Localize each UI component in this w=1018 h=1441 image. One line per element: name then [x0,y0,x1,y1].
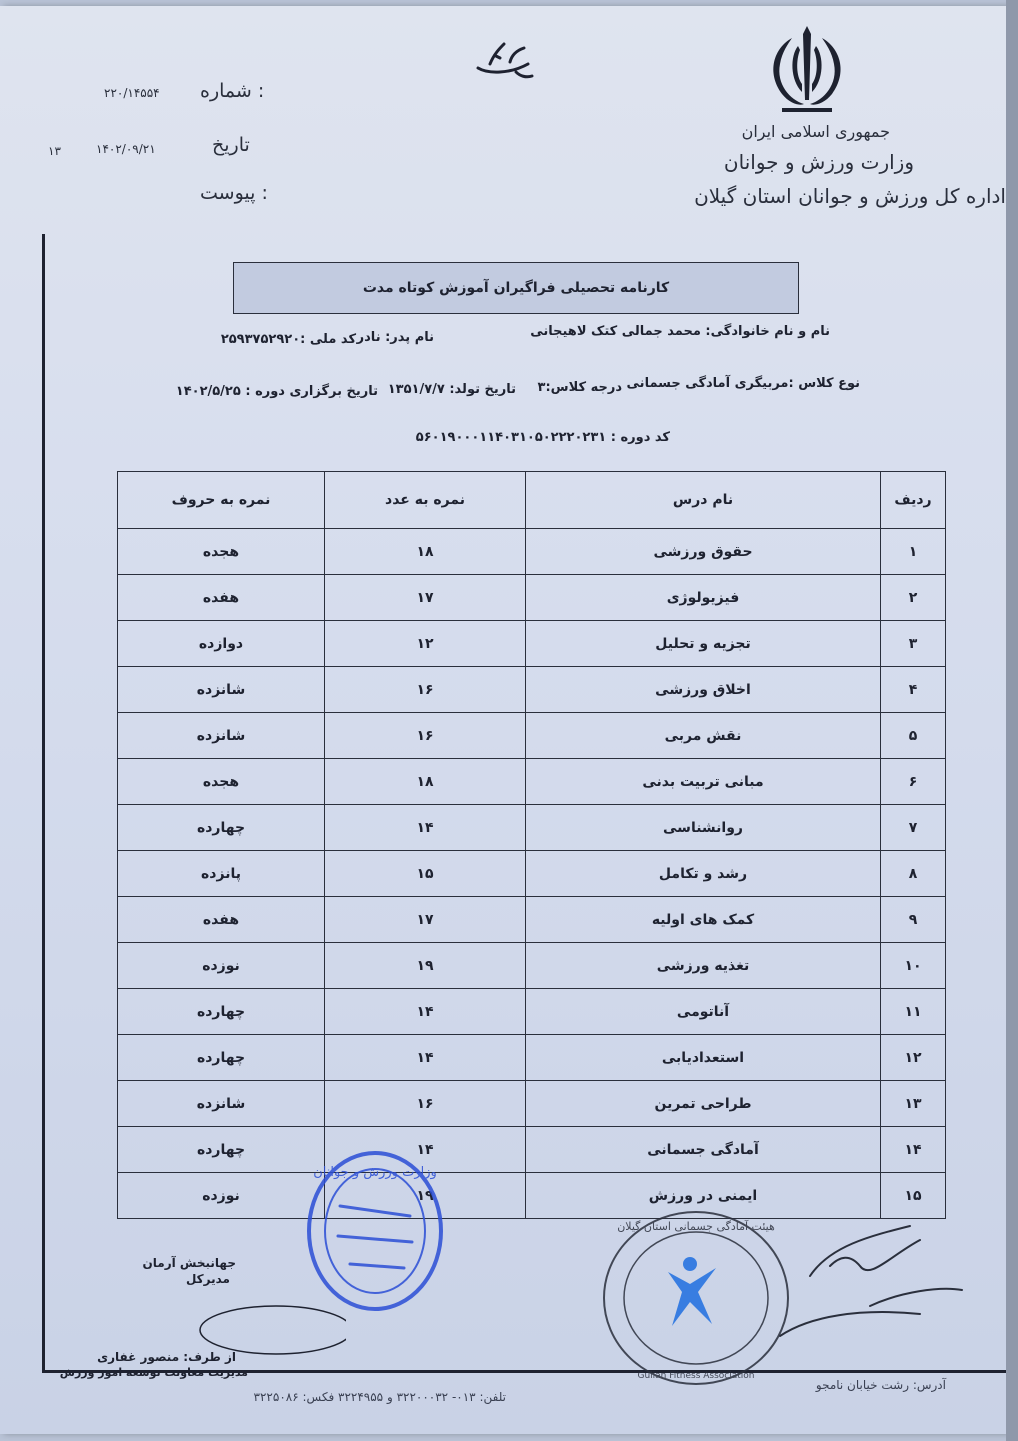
score-words-cell: شانزده [118,713,325,759]
iran-emblem-icon [752,20,862,120]
score-words-cell: شانزده [118,1081,325,1127]
date-label: تاریخ [212,134,250,156]
row-number-cell: ۵ [881,713,946,759]
date-value: ۱۴۰۲/۰۹/۲۱ [96,142,156,156]
score-digits-cell: ۱۷ [325,897,526,943]
table-row [118,1035,946,1081]
association-stamp-text: هیئت آمادگی جسمانی استان گیلان [617,1220,775,1233]
score-words-cell: چهارده [118,805,325,851]
association-stamp [598,1206,798,1396]
score-digits-cell: ۱۸ [325,759,526,805]
header-course-name: نام درس [526,472,881,529]
student-name: نام و نام خانوادگی: محمد جمالی کتک لاهیجانی [530,324,830,339]
row-number-cell: ۱۴ [881,1127,946,1173]
table-row [118,759,946,805]
course-name-cell: رشد و تکامل [526,851,881,897]
score-words-cell: نوزده [118,943,325,989]
director-name: جهانبخش آرمان [142,1256,236,1270]
footer-address: آدرس: رشت خیابان نامجو [815,1378,946,1392]
table-row [118,1127,946,1173]
course-name-cell: کمک های اولیه [526,897,881,943]
grades-table [117,471,946,1219]
score-words-cell: چهارده [118,1035,325,1081]
score-digits-cell: ۱۴ [325,1035,526,1081]
course-name-cell: روانشناسی [526,805,881,851]
header-country: جمهوری اسلامی ایران [741,122,890,141]
national-id: کد ملی :۲۵۹۳۷۵۲۹۲۰ [220,332,356,347]
header-row-number: ردیف [881,472,946,529]
handwritten-signature [770,1196,970,1356]
course-name-cell: استعدادیابی [526,1035,881,1081]
table-row [118,989,946,1035]
score-words-cell: هجده [118,529,325,575]
score-digits-cell: ۱۷ [325,575,526,621]
table-row [118,713,946,759]
score-words-cell: دوازده [118,621,325,667]
score-words-cell: شانزده [118,667,325,713]
score-words-cell: چهارده [118,989,325,1035]
course-code: کد دوره : ۵۶۰۱۹۰۰۰۱۱۴۰۳۱۰۵۰۲۲۲۰۲۳۱ [415,430,670,445]
score-digits-cell: ۱۹ [325,943,526,989]
row-number-cell: ۱۱ [881,989,946,1035]
score-digits-cell: ۱۲ [325,621,526,667]
course-name-cell: فیزیولوژی [526,575,881,621]
table-row [118,667,946,713]
row-number-cell: ۸ [881,851,946,897]
row-number-cell: ۷ [881,805,946,851]
score-digits-cell: ۱۶ [325,667,526,713]
attachment-label: پیوست : [200,182,268,204]
score-words-cell: هجده [118,759,325,805]
header-score-words: نمره به حروف [118,472,325,529]
row-number-cell: ۱۵ [881,1173,946,1219]
score-words-cell: نوزده [118,1173,325,1219]
row-number-cell: ۱۲ [881,1035,946,1081]
score-words-cell: پانزده [118,851,325,897]
header-ministry: وزارت ورزش و جوانان [723,150,914,174]
score-digits-cell: ۱۴ [325,1127,526,1173]
score-words-cell: هفده [118,897,325,943]
date-suffix: ۱۳ [48,144,61,158]
row-number-cell: ۹ [881,897,946,943]
score-words-cell: هفده [118,575,325,621]
score-digits-cell: ۱۶ [325,1081,526,1127]
table-row [118,575,946,621]
table-row [118,805,946,851]
left-margin-rule [42,234,45,1372]
score-words-cell: چهارده [118,1127,325,1173]
score-digits-cell: ۱۴ [325,989,526,1035]
association-stamp-text-en: Guilan Fitness Association [637,1371,755,1381]
row-number-cell: ۱ [881,529,946,575]
score-digits-cell: ۱۶ [325,713,526,759]
course-name-cell: طراحی تمرین [526,1081,881,1127]
course-name-cell: آمادگی جسمانی [526,1127,881,1173]
course-name-cell: ایمنی در ورزش [526,1173,881,1219]
father-name: نام پدر: نادر [356,330,434,345]
footer-phone: تلفن: ۰۱۳- ۳۲۲۰۰۰۳۲ و ۳۲۲۴۹۵۵ فکس: ۳۲۲۵۰۸۶ [253,1390,506,1404]
course-name-cell: تغذیه ورزشی [526,943,881,989]
row-number-cell: ۴ [881,667,946,713]
table-row [118,621,946,667]
course-name-cell: مبانی تربیت بدنی [526,759,881,805]
course-name-cell: اخلاق ورزشی [526,667,881,713]
class-level: درجه کلاس:۳ [537,380,622,395]
row-number-cell: ۱۳ [881,1081,946,1127]
course-date: تاریخ برگزاری دوره : ۱۴۰۲/۵/۲۵ [175,384,378,399]
birth-date: تاریخ تولد: ۱۳۵۱/۷/۷ [387,382,516,397]
score-digits-cell: ۱۸ [325,529,526,575]
document-title: کارنامه تحصیلی فراگیران آموزش کوتاه مدت [233,262,799,314]
header-department: اداره کل ورزش و جوانان استان گیلان [694,184,1006,208]
course-name-cell: تجزیه و تحلیل [526,621,881,667]
row-number-cell: ۱۰ [881,943,946,989]
row-number-cell: ۶ [881,759,946,805]
table-row [118,897,946,943]
on-behalf-of: از طرف: منصور غفاری [97,1350,236,1364]
score-digits-cell: ۱۹ [325,1173,526,1219]
director-title: مدیرکل [185,1272,230,1286]
table-row [118,943,946,989]
page-edge-shadow [1006,0,1018,1441]
ministry-stamp-text: وزارت ورزش و جوانان [313,1165,437,1180]
document-page [0,6,1006,1434]
table-row [118,851,946,897]
row-number-cell: ۲ [881,575,946,621]
number-value: ۲۲۰/۱۴۵۵۴ [104,86,160,100]
class-type: نوع کلاس :مربیگری آمادگی جسمانی [626,376,860,391]
number-label: شماره : [200,80,265,102]
table-header-row [118,472,946,529]
table-row [118,1081,946,1127]
deputy-office: مدیریت معاونت توسعه امور ورزش [59,1366,248,1379]
course-name-cell: حقوق ورزشی [526,529,881,575]
header-score-digits: نمره به عدد [325,472,526,529]
row-number-cell: ۳ [881,621,946,667]
score-digits-cell: ۱۵ [325,851,526,897]
score-digits-cell: ۱۴ [325,805,526,851]
table-row [118,529,946,575]
calligraphy-icon [470,34,540,84]
course-name-cell: آناتومی [526,989,881,1035]
course-name-cell: نقش مربی [526,713,881,759]
